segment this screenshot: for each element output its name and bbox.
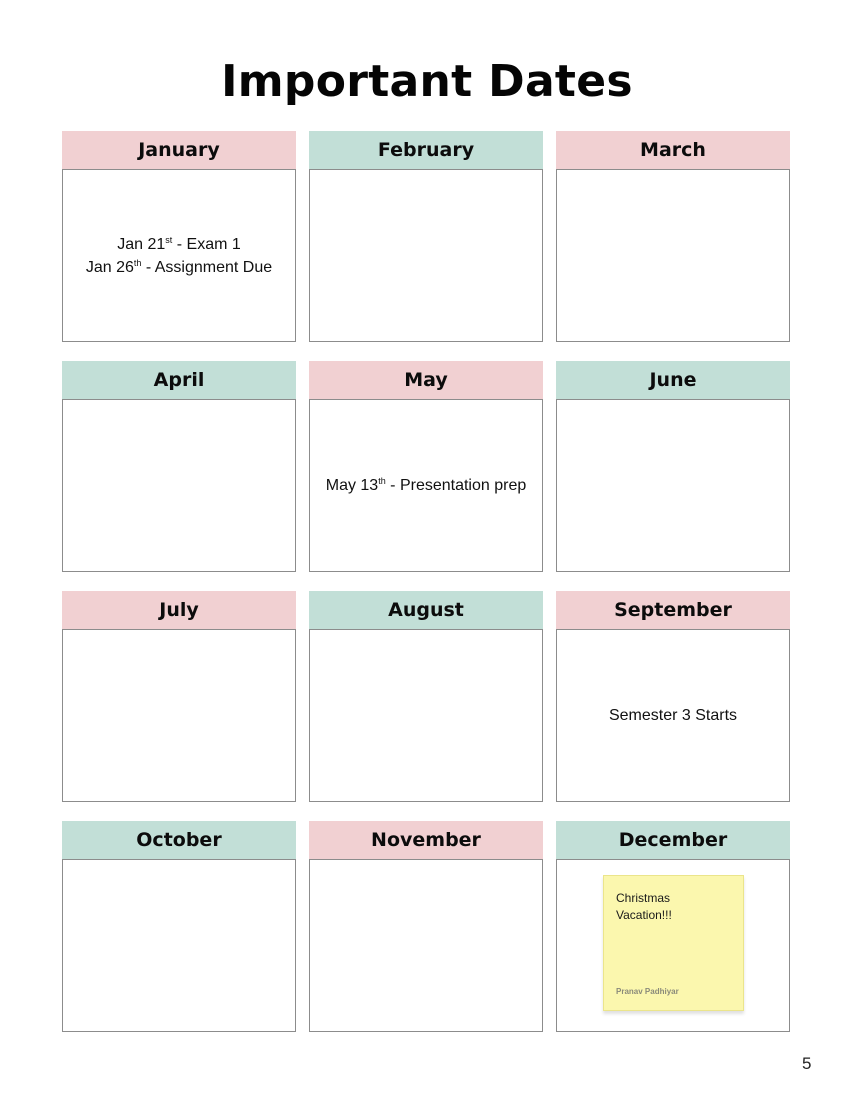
month-header: June <box>556 361 790 399</box>
month-notes-box[interactable] <box>309 169 543 342</box>
sticky-note-text: Christmas Vacation!!! <box>616 891 672 922</box>
month-header: April <box>62 361 296 399</box>
month-header: September <box>556 591 790 629</box>
sticky-note[interactable] <box>603 875 744 1011</box>
month-header: November <box>309 821 543 859</box>
month-card-november <box>309 821 543 1032</box>
month-header: July <box>62 591 296 629</box>
month-notes-box[interactable] <box>556 629 790 802</box>
month-card-april <box>62 361 296 572</box>
month-card-july <box>62 591 296 802</box>
month-header: February <box>309 131 543 169</box>
month-notes-box[interactable] <box>309 629 543 802</box>
month-card-january <box>62 131 296 342</box>
month-card-december <box>556 821 790 1032</box>
month-header: March <box>556 131 790 169</box>
event-line: Semester 3 Starts <box>608 707 738 724</box>
month-header: August <box>309 591 543 629</box>
month-card-september <box>556 591 790 802</box>
month-notes-box[interactable] <box>62 169 296 342</box>
month-notes-box[interactable] <box>62 859 296 1032</box>
month-card-august <box>309 591 543 802</box>
month-notes-box[interactable] <box>62 399 296 572</box>
event-line: Jan 21st - Exam 1 <box>117 234 241 253</box>
month-header: October <box>62 821 296 859</box>
event-line: Jan 26th - Assignment Due <box>85 257 273 276</box>
month-header: December <box>556 821 790 859</box>
page-number: 5 <box>802 1054 812 1073</box>
event-line: May 13th - Presentation prep <box>325 476 527 494</box>
month-card-february <box>309 131 543 342</box>
month-notes-box[interactable] <box>62 629 296 802</box>
month-header: January <box>62 131 296 169</box>
month-header: May <box>309 361 543 399</box>
month-card-october <box>62 821 296 1032</box>
month-card-may <box>309 361 543 572</box>
month-notes-box[interactable] <box>309 859 543 1032</box>
month-notes-box[interactable] <box>556 859 790 1032</box>
month-notes-box[interactable] <box>556 399 790 572</box>
sticky-note-author: Pranav Padhiyar <box>616 987 679 996</box>
month-notes-box[interactable] <box>309 399 543 572</box>
month-card-march <box>556 131 790 342</box>
month-card-june <box>556 361 790 572</box>
month-notes-box[interactable] <box>556 169 790 342</box>
page-title: Important Dates <box>221 56 633 107</box>
